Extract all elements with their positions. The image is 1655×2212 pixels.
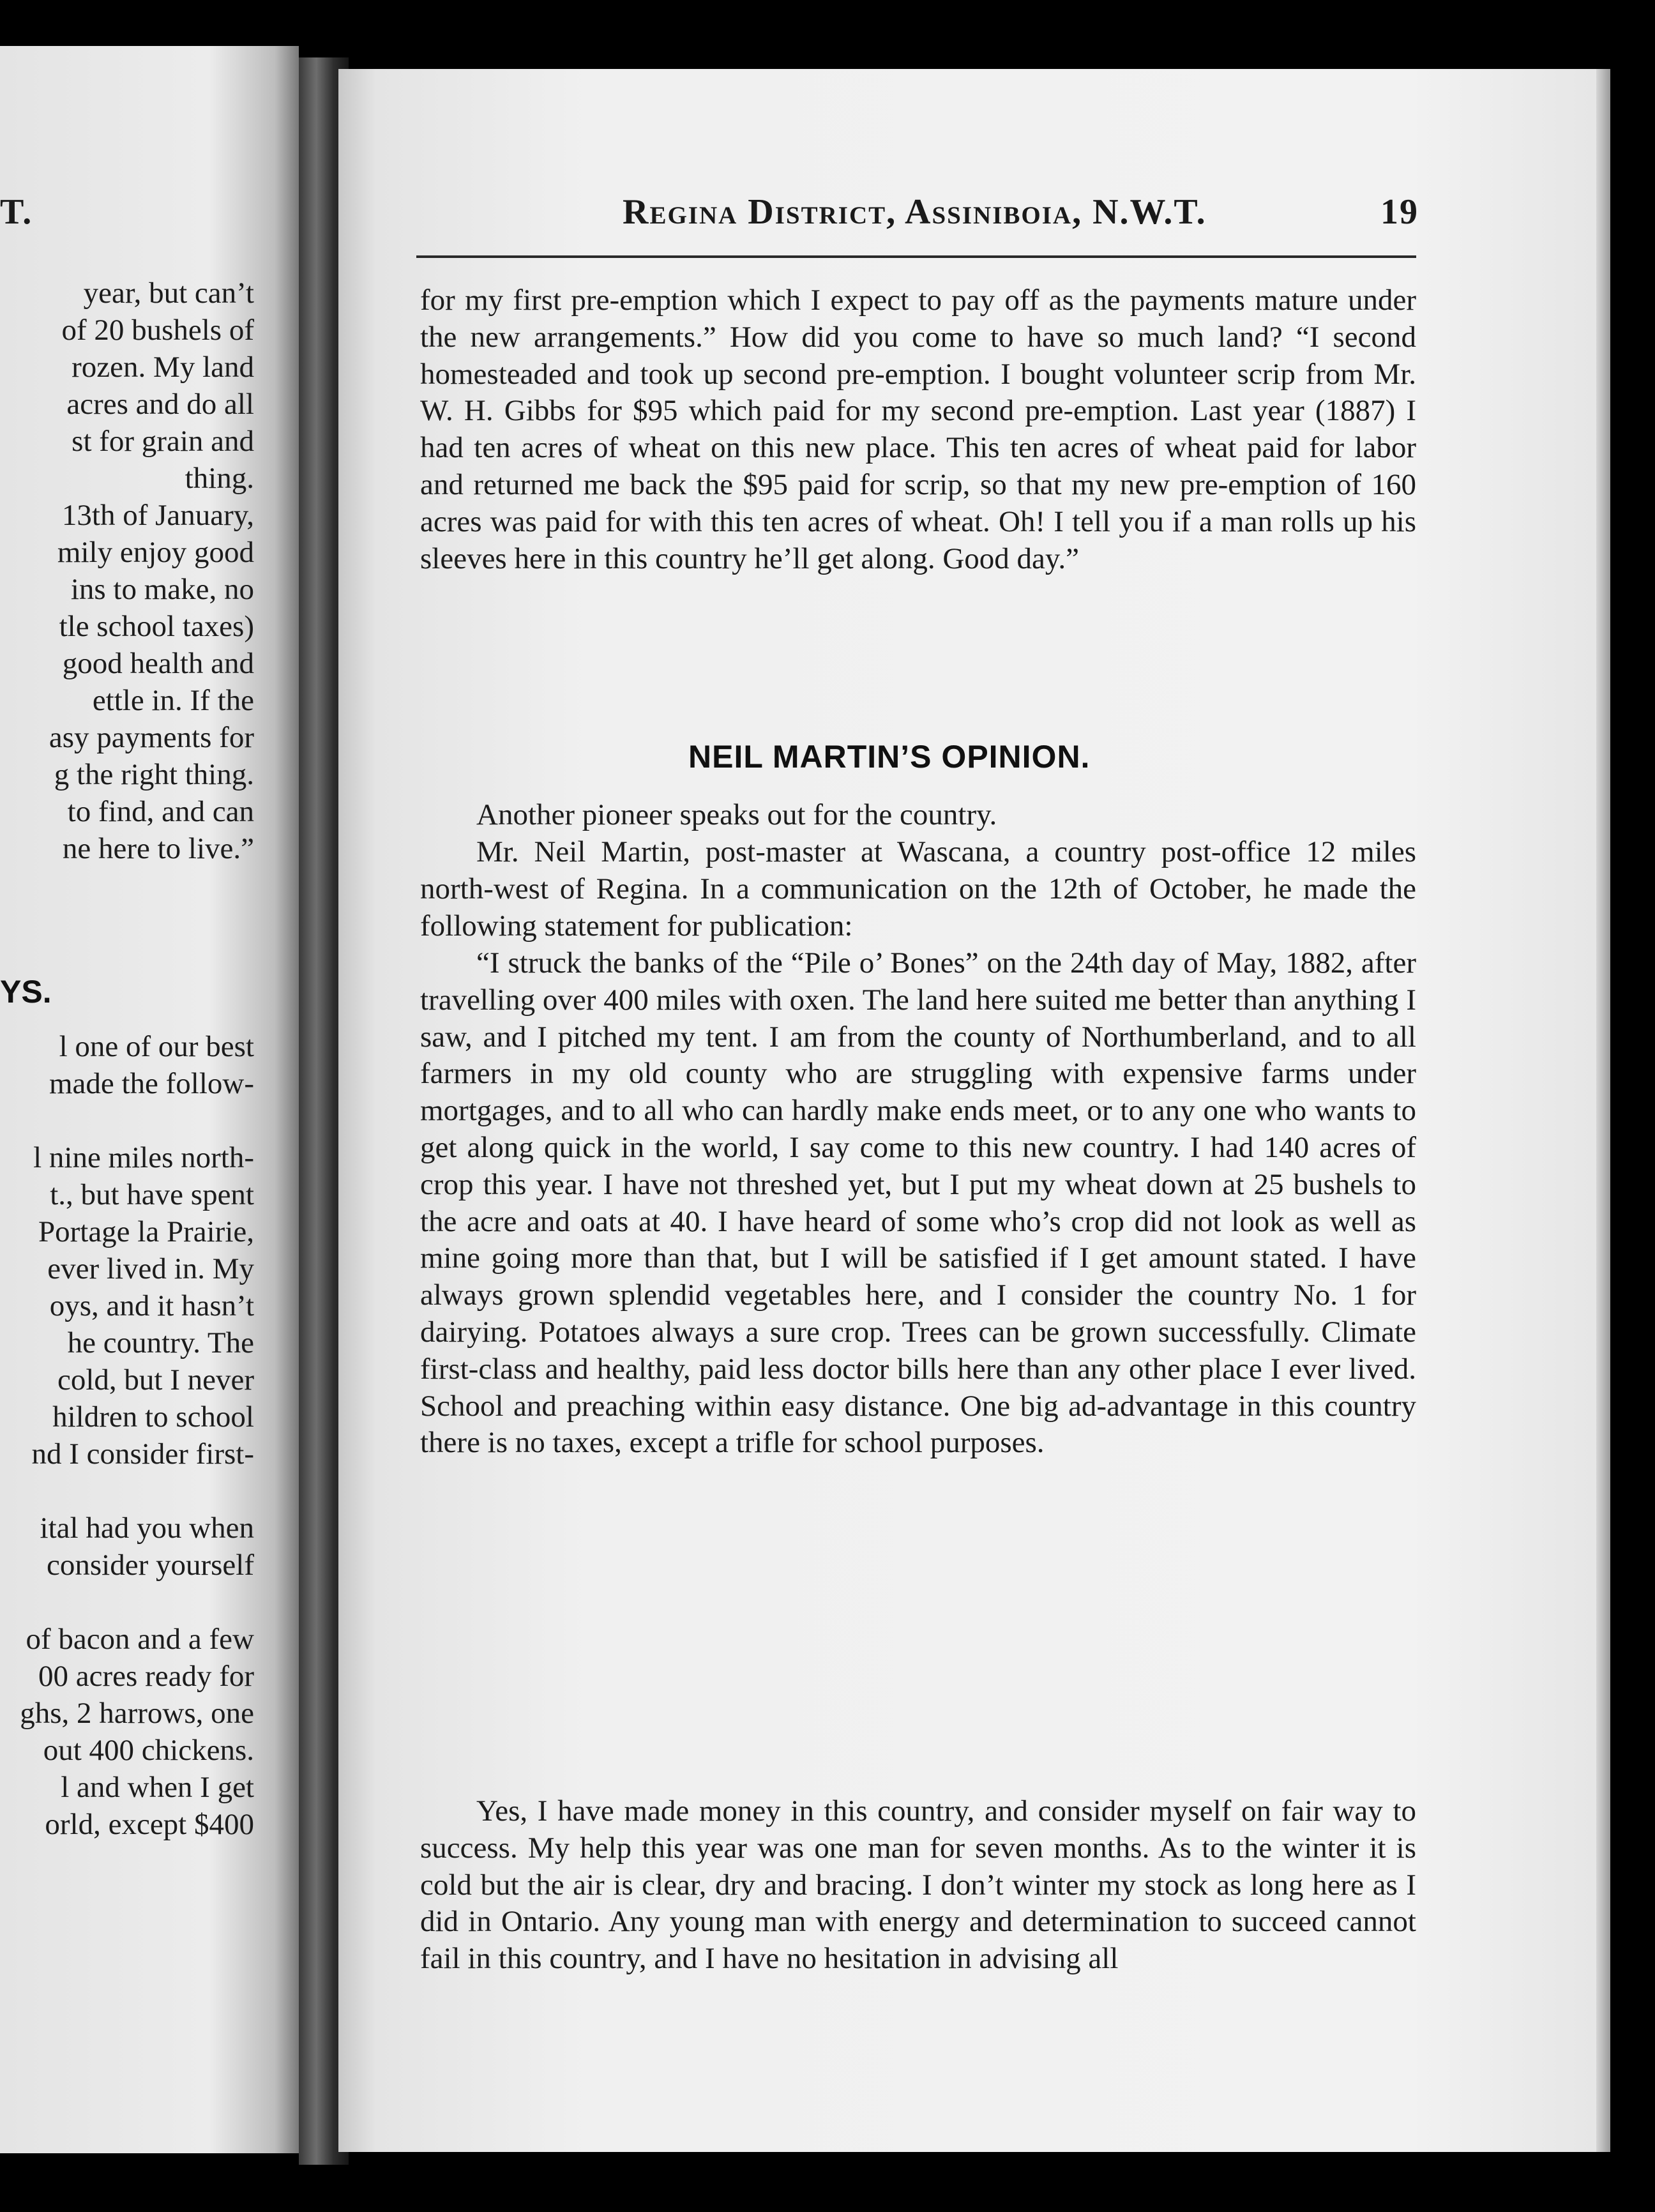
left-page-line: 13th of January,: [61, 499, 254, 532]
left-page-line: of 20 bushels of: [61, 314, 254, 347]
left-page-header: T.: [0, 192, 33, 232]
left-page-line: ins to make, no: [70, 573, 254, 606]
left-page-line: hildren to school: [52, 1400, 254, 1434]
left-page-line: acres and do all: [66, 388, 254, 421]
running-header: Regina District, Assiniboia, N.W.T.: [623, 192, 1207, 232]
left-page-line: he country. The: [67, 1326, 254, 1360]
left-page-line: mily enjoy good: [57, 536, 254, 569]
left-page-line: out 400 chickens.: [43, 1734, 254, 1767]
header-rule: [416, 255, 1416, 258]
left-page-line: t., but have spent: [50, 1178, 254, 1211]
left-page-line: rozen. My land: [72, 351, 254, 384]
left-page-line: thing.: [185, 462, 254, 495]
section-heading: NEIL MARTIN’S OPINION.: [688, 739, 1091, 775]
left-page-line: oys, and it hasn’t: [49, 1289, 254, 1322]
left-page-line: made the follow-: [49, 1067, 254, 1100]
page-number: 19: [1380, 192, 1419, 232]
left-page-line: g the right thing.: [54, 758, 254, 791]
left-page-line: l and when I get: [61, 1771, 254, 1804]
left-page-line: cold, but I never: [57, 1363, 254, 1397]
left-page-line: ghs, 2 harrows, one: [20, 1697, 254, 1730]
left-page-line: tle school taxes): [59, 610, 254, 643]
left-page-line: orld, except $400: [45, 1808, 254, 1841]
left-facing-page: [0, 46, 299, 2153]
left-page-line: ever lived in. My: [47, 1252, 254, 1285]
left-page-line: Portage la Prairie,: [38, 1215, 254, 1248]
paragraph-success: Yes, I have made money in this country, and consider myself on fair way to success. My help this year was one man for seven months. As to the winter it is cold but the air is clear, dry and bracing. I don’t winter my stock as long here as I did in Ontario. Any young man with energy and determination to succeed cannot fail in this country, and I have no hesitation in advising all: [420, 1794, 1416, 1976]
paragraph-continuation: for my first pre-emption which I expect to pay off as the payments mature under the new arrangements.” How did you come to have so much land? “I second homesteaded and took up second pre-emption. I bought volunteer scrip from Mr. W. H. Gibbs for $95 which paid for my second pre-emption. Last year (1887) I had ten acres of wheat on this new place. This ten acres of wheat paid for labor and returned me back the $95 paid for scrip, so that my new pre-emption of 160 acres was paid for with this ten acres of wheat. Oh! I tell you if a man rolls up his sleeves here in this country he’ll get along. Good day.”: [420, 284, 1416, 575]
left-page-line: l nine miles north-: [33, 1141, 254, 1174]
left-page-line: good health and: [62, 647, 254, 680]
page-edge: [1596, 69, 1610, 2152]
left-page-line: ettle in. If the: [92, 684, 254, 717]
left-page-heading: YS.: [0, 974, 52, 1010]
paragraph-intro: Another pioneer speaks out for the country.: [476, 798, 997, 831]
left-page-line: of bacon and a few: [26, 1623, 254, 1656]
left-page-line: 00 acres ready for: [38, 1660, 254, 1693]
left-page-line: year, but can’t: [83, 276, 254, 310]
paragraph-postmaster: Mr. Neil Martin, post-master at Wascana, a country post-office 12 miles north-west of Regina. In a communication on the 12th of October, he made the following statement for publication:: [420, 835, 1416, 943]
paragraph-statement: “I struck the banks of the “Pile o’ Bones” on the 24th day of May, 1882, after travelling over 400 miles with oxen. The land here suited me better than anything I saw, and I pitched my tent. I am from the county of Northumberland, and to all farmers in my old county who are struggling with expensive farms under mortgages, and to all who can hardly make ends meet, or to any one who wants to get along quick in the world, I say come to this new country. I had 140 acres of crop this year. I have not threshed yet, but I put my wheat down at 25 bushels to the acre and oats at 40. I have heard of some who’s crop did not look as well as mine going more than that, but I will be satisfied if I get amount stated. I have always grown splendid vegetables here, and I consider the country No. 1 for dairying. Potatoes always a sure crop. Trees can be grown successfully. Climate first-class and healthy, paid less doctor bills here than any other place I ever lived. School and preaching within easy distance. One big ad-advantage in this country there is no taxes, except a trifle for school purposes.: [420, 946, 1416, 1460]
left-page-line: st for grain and: [72, 425, 254, 458]
left-page-line: l one of our best: [59, 1030, 254, 1063]
left-page-line: to find, and can: [67, 795, 254, 828]
left-page-line: ne here to live.”: [62, 832, 254, 865]
left-page-line: consider yourself: [47, 1549, 254, 1582]
left-page-line: ital had you when: [40, 1511, 254, 1545]
left-page-line: nd I consider first-: [31, 1437, 254, 1471]
left-page-line: asy payments for: [49, 721, 254, 754]
